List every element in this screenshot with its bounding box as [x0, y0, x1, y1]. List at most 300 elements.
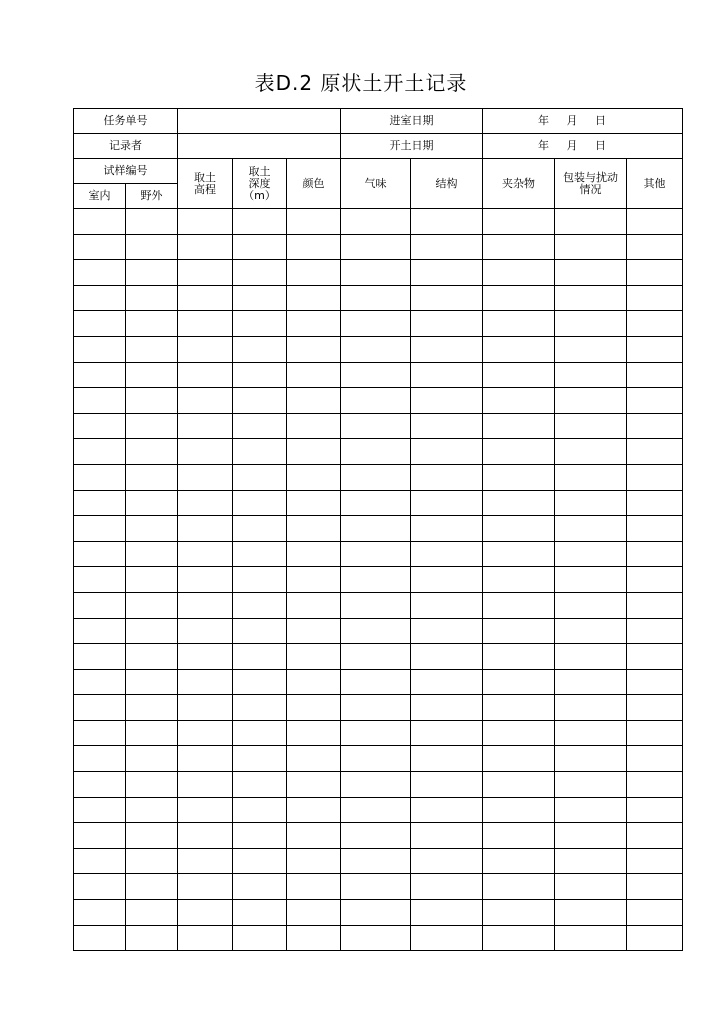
odor-cell[interactable] [341, 260, 411, 286]
packaging-cell[interactable] [555, 695, 627, 721]
other-cell[interactable] [627, 720, 683, 746]
structure-cell[interactable] [411, 311, 483, 337]
color-cell[interactable] [287, 874, 341, 900]
task-no-field[interactable] [178, 109, 341, 134]
color-header: 颜色 [287, 159, 341, 209]
inclusions-cell[interactable] [483, 490, 555, 516]
field-cell[interactable] [126, 925, 178, 951]
packaging-cell[interactable] [555, 797, 627, 823]
elevation-cell[interactable] [178, 439, 233, 465]
other-cell[interactable] [627, 209, 683, 235]
field-cell[interactable] [126, 336, 178, 362]
depth-cell[interactable] [233, 311, 287, 337]
inclusions-cell[interactable] [483, 541, 555, 567]
elevation-cell[interactable] [178, 797, 233, 823]
indoor-cell[interactable] [74, 362, 126, 388]
packaging-cell[interactable] [555, 311, 627, 337]
odor-cell[interactable] [341, 362, 411, 388]
indoor-cell[interactable] [74, 720, 126, 746]
structure-cell[interactable] [411, 413, 483, 439]
elevation-cell[interactable] [178, 362, 233, 388]
indoor-cell[interactable] [74, 234, 126, 260]
depth-cell[interactable] [233, 592, 287, 618]
elevation-cell[interactable] [178, 388, 233, 414]
depth-cell[interactable] [233, 541, 287, 567]
color-cell[interactable] [287, 413, 341, 439]
inclusions-cell[interactable] [483, 925, 555, 951]
color-cell[interactable] [287, 285, 341, 311]
field-cell[interactable] [126, 285, 178, 311]
structure-cell[interactable] [411, 541, 483, 567]
odor-cell[interactable] [341, 285, 411, 311]
structure-cell[interactable] [411, 618, 483, 644]
odor-cell[interactable] [341, 644, 411, 670]
structure-cell[interactable] [411, 464, 483, 490]
structure-cell[interactable] [411, 644, 483, 670]
odor-cell[interactable] [341, 541, 411, 567]
indoor-cell[interactable] [74, 695, 126, 721]
inclusions-cell[interactable] [483, 413, 555, 439]
elevation-cell[interactable] [178, 311, 233, 337]
depth-cell[interactable] [233, 925, 287, 951]
field-cell[interactable] [126, 464, 178, 490]
indoor-cell[interactable] [74, 311, 126, 337]
inclusions-cell[interactable] [483, 772, 555, 798]
depth-cell[interactable] [233, 874, 287, 900]
depth-cell[interactable] [233, 439, 287, 465]
other-cell[interactable] [627, 541, 683, 567]
other-cell[interactable] [627, 311, 683, 337]
packaging-cell[interactable] [555, 413, 627, 439]
packaging-cell[interactable] [555, 516, 627, 542]
structure-cell[interactable] [411, 336, 483, 362]
recorder-field[interactable] [178, 134, 341, 159]
field-cell[interactable] [126, 848, 178, 874]
packaging-cell[interactable] [555, 336, 627, 362]
color-cell[interactable] [287, 388, 341, 414]
packaging-cell[interactable] [555, 234, 627, 260]
odor-cell[interactable] [341, 209, 411, 235]
depth-cell[interactable] [233, 388, 287, 414]
odor-cell[interactable] [341, 516, 411, 542]
structure-cell[interactable] [411, 567, 483, 593]
color-cell[interactable] [287, 209, 341, 235]
color-cell[interactable] [287, 720, 341, 746]
odor-cell[interactable] [341, 490, 411, 516]
packaging-cell[interactable] [555, 823, 627, 849]
other-cell[interactable] [627, 848, 683, 874]
inclusions-cell[interactable] [483, 388, 555, 414]
color-cell[interactable] [287, 772, 341, 798]
elevation-cell[interactable] [178, 516, 233, 542]
other-cell[interactable] [627, 900, 683, 926]
field-cell[interactable] [126, 362, 178, 388]
inclusions-cell[interactable] [483, 797, 555, 823]
inclusions-cell[interactable] [483, 209, 555, 235]
field-cell[interactable] [126, 900, 178, 926]
elevation-cell[interactable] [178, 848, 233, 874]
structure-cell[interactable] [411, 925, 483, 951]
structure-cell[interactable] [411, 823, 483, 849]
odor-cell[interactable] [341, 874, 411, 900]
indoor-cell[interactable] [74, 925, 126, 951]
color-cell[interactable] [287, 900, 341, 926]
depth-cell[interactable] [233, 336, 287, 362]
packaging-cell[interactable] [555, 720, 627, 746]
inclusions-cell[interactable] [483, 311, 555, 337]
elevation-cell[interactable] [178, 823, 233, 849]
other-cell[interactable] [627, 567, 683, 593]
packaging-cell[interactable] [555, 567, 627, 593]
structure-cell[interactable] [411, 285, 483, 311]
inclusions-cell[interactable] [483, 644, 555, 670]
table-row [74, 413, 683, 439]
field-cell[interactable] [126, 260, 178, 286]
depth-cell[interactable] [233, 797, 287, 823]
structure-cell[interactable] [411, 669, 483, 695]
odor-cell[interactable] [341, 695, 411, 721]
indoor-cell[interactable] [74, 644, 126, 670]
inclusions-cell[interactable] [483, 720, 555, 746]
other-cell[interactable] [627, 439, 683, 465]
inclusions-cell[interactable] [483, 285, 555, 311]
odor-cell[interactable] [341, 464, 411, 490]
depth-cell[interactable] [233, 772, 287, 798]
inclusions-cell[interactable] [483, 516, 555, 542]
odor-cell[interactable] [341, 336, 411, 362]
elevation-cell[interactable] [178, 874, 233, 900]
structure-cell[interactable] [411, 234, 483, 260]
color-cell[interactable] [287, 618, 341, 644]
inclusions-cell[interactable] [483, 874, 555, 900]
field-cell[interactable] [126, 209, 178, 235]
odor-cell[interactable] [341, 618, 411, 644]
field-cell[interactable] [126, 720, 178, 746]
color-cell[interactable] [287, 592, 341, 618]
odor-cell[interactable] [341, 439, 411, 465]
structure-cell[interactable] [411, 439, 483, 465]
indoor-cell[interactable] [74, 285, 126, 311]
depth-cell[interactable] [233, 669, 287, 695]
color-cell[interactable] [287, 516, 341, 542]
elevation-cell[interactable] [178, 285, 233, 311]
field-cell[interactable] [126, 874, 178, 900]
indoor-cell[interactable] [74, 874, 126, 900]
color-cell[interactable] [287, 925, 341, 951]
depth-cell[interactable] [233, 823, 287, 849]
depth-cell[interactable] [233, 490, 287, 516]
other-cell[interactable] [627, 823, 683, 849]
indoor-cell[interactable] [74, 209, 126, 235]
color-cell[interactable] [287, 797, 341, 823]
inclusions-cell[interactable] [483, 439, 555, 465]
odor-cell[interactable] [341, 772, 411, 798]
field-cell[interactable] [126, 669, 178, 695]
inclusions-cell[interactable] [483, 695, 555, 721]
structure-cell[interactable] [411, 772, 483, 798]
field-cell[interactable] [126, 797, 178, 823]
other-cell[interactable] [627, 285, 683, 311]
color-cell[interactable] [287, 336, 341, 362]
packaging-cell[interactable] [555, 746, 627, 772]
table-row [74, 618, 683, 644]
inclusions-cell[interactable] [483, 567, 555, 593]
structure-cell[interactable] [411, 900, 483, 926]
other-cell[interactable] [627, 234, 683, 260]
field-cell[interactable] [126, 823, 178, 849]
other-cell[interactable] [627, 388, 683, 414]
elevation-cell[interactable] [178, 925, 233, 951]
indoor-cell[interactable] [74, 618, 126, 644]
color-cell[interactable] [287, 669, 341, 695]
packaging-cell[interactable] [555, 592, 627, 618]
field-cell[interactable] [126, 516, 178, 542]
packaging-cell[interactable] [555, 260, 627, 286]
indoor-cell[interactable] [74, 413, 126, 439]
indoor-cell[interactable] [74, 772, 126, 798]
indoor-cell[interactable] [74, 592, 126, 618]
packaging-cell[interactable] [555, 644, 627, 670]
packaging-cell[interactable] [555, 618, 627, 644]
color-cell[interactable] [287, 848, 341, 874]
elevation-cell[interactable] [178, 746, 233, 772]
other-cell[interactable] [627, 592, 683, 618]
odor-cell[interactable] [341, 388, 411, 414]
indoor-cell[interactable] [74, 823, 126, 849]
structure-cell[interactable] [411, 720, 483, 746]
depth-cell[interactable] [233, 413, 287, 439]
other-cell[interactable] [627, 925, 683, 951]
packaging-cell[interactable] [555, 209, 627, 235]
other-cell[interactable] [627, 490, 683, 516]
odor-cell[interactable] [341, 234, 411, 260]
depth-header-line3: （m） [243, 188, 276, 202]
structure-cell[interactable] [411, 516, 483, 542]
depth-cell[interactable] [233, 695, 287, 721]
other-cell[interactable] [627, 516, 683, 542]
odor-cell[interactable] [341, 311, 411, 337]
packaging-cell[interactable] [555, 772, 627, 798]
inclusions-cell[interactable] [483, 592, 555, 618]
indoor-cell[interactable] [74, 516, 126, 542]
field-cell[interactable] [126, 541, 178, 567]
depth-cell[interactable] [233, 209, 287, 235]
inclusions-cell[interactable] [483, 336, 555, 362]
depth-cell[interactable] [233, 567, 287, 593]
color-cell[interactable] [287, 490, 341, 516]
elevation-cell[interactable] [178, 413, 233, 439]
structure-cell[interactable] [411, 592, 483, 618]
odor-cell[interactable] [341, 925, 411, 951]
inclusions-cell[interactable] [483, 234, 555, 260]
elevation-cell[interactable] [178, 464, 233, 490]
odor-cell[interactable] [341, 567, 411, 593]
inclusions-cell[interactable] [483, 823, 555, 849]
color-cell[interactable] [287, 362, 341, 388]
indoor-cell[interactable] [74, 900, 126, 926]
depth-cell[interactable] [233, 900, 287, 926]
packaging-cell[interactable] [555, 285, 627, 311]
structure-cell[interactable] [411, 797, 483, 823]
odor-cell[interactable] [341, 848, 411, 874]
packaging-cell[interactable] [555, 490, 627, 516]
indoor-cell[interactable] [74, 336, 126, 362]
odor-cell[interactable] [341, 823, 411, 849]
packaging-cell[interactable] [555, 925, 627, 951]
packaging-cell[interactable] [555, 464, 627, 490]
field-cell[interactable] [126, 388, 178, 414]
depth-cell[interactable] [233, 285, 287, 311]
other-cell[interactable] [627, 669, 683, 695]
elevation-cell[interactable] [178, 209, 233, 235]
entry-date-field[interactable] [483, 109, 683, 134]
elevation-cell[interactable] [178, 669, 233, 695]
table-row [74, 900, 683, 926]
odor-cell[interactable] [341, 746, 411, 772]
color-cell[interactable] [287, 695, 341, 721]
indoor-cell[interactable] [74, 848, 126, 874]
elevation-cell[interactable] [178, 541, 233, 567]
depth-cell[interactable] [233, 618, 287, 644]
other-cell[interactable] [627, 695, 683, 721]
packaging-cell[interactable] [555, 439, 627, 465]
other-cell[interactable] [627, 362, 683, 388]
elevation-cell[interactable] [178, 720, 233, 746]
other-cell[interactable] [627, 874, 683, 900]
indoor-cell[interactable] [74, 388, 126, 414]
indoor-cell[interactable] [74, 567, 126, 593]
field-cell[interactable] [126, 413, 178, 439]
inclusions-cell[interactable] [483, 746, 555, 772]
field-cell[interactable] [126, 567, 178, 593]
elevation-cell[interactable] [178, 772, 233, 798]
indoor-cell[interactable] [74, 439, 126, 465]
packaging-cell[interactable] [555, 848, 627, 874]
depth-cell[interactable] [233, 362, 287, 388]
structure-cell[interactable] [411, 490, 483, 516]
field-cell[interactable] [126, 490, 178, 516]
elevation-cell[interactable] [178, 644, 233, 670]
depth-cell[interactable] [233, 720, 287, 746]
structure-cell[interactable] [411, 874, 483, 900]
odor-cell[interactable] [341, 720, 411, 746]
structure-cell[interactable] [411, 209, 483, 235]
elevation-cell[interactable] [178, 490, 233, 516]
elevation-cell[interactable] [178, 900, 233, 926]
structure-cell[interactable] [411, 388, 483, 414]
field-cell[interactable] [126, 644, 178, 670]
field-cell[interactable] [126, 695, 178, 721]
indoor-cell[interactable] [74, 669, 126, 695]
odor-cell[interactable] [341, 900, 411, 926]
depth-cell[interactable] [233, 644, 287, 670]
depth-cell[interactable] [233, 848, 287, 874]
color-cell[interactable] [287, 644, 341, 670]
packaging-cell[interactable] [555, 874, 627, 900]
color-cell[interactable] [287, 311, 341, 337]
depth-cell[interactable] [233, 234, 287, 260]
color-cell[interactable] [287, 439, 341, 465]
field-cell[interactable] [126, 311, 178, 337]
indoor-cell[interactable] [74, 746, 126, 772]
indoor-cell[interactable] [74, 260, 126, 286]
inclusions-cell[interactable] [483, 669, 555, 695]
field-cell[interactable] [126, 592, 178, 618]
field-cell[interactable] [126, 772, 178, 798]
other-cell[interactable] [627, 336, 683, 362]
packaging-cell[interactable] [555, 388, 627, 414]
inclusions-cell[interactable] [483, 900, 555, 926]
indoor-cell[interactable] [74, 464, 126, 490]
color-cell[interactable] [287, 541, 341, 567]
inclusions-cell[interactable] [483, 618, 555, 644]
depth-cell[interactable] [233, 260, 287, 286]
other-cell[interactable] [627, 772, 683, 798]
odor-cell[interactable] [341, 669, 411, 695]
color-cell[interactable] [287, 567, 341, 593]
field-cell[interactable] [126, 439, 178, 465]
field-cell[interactable] [126, 618, 178, 644]
structure-cell[interactable] [411, 746, 483, 772]
packaging-cell[interactable] [555, 541, 627, 567]
packaging-cell[interactable] [555, 362, 627, 388]
other-cell[interactable] [627, 618, 683, 644]
color-cell[interactable] [287, 464, 341, 490]
elevation-cell[interactable] [178, 567, 233, 593]
inclusions-cell[interactable] [483, 260, 555, 286]
elevation-cell[interactable] [178, 234, 233, 260]
color-cell[interactable] [287, 823, 341, 849]
elevation-cell[interactable] [178, 592, 233, 618]
elevation-cell[interactable] [178, 618, 233, 644]
color-cell[interactable] [287, 260, 341, 286]
depth-cell[interactable] [233, 746, 287, 772]
elevation-cell[interactable] [178, 336, 233, 362]
odor-cell[interactable] [341, 797, 411, 823]
recorder-row [74, 134, 683, 159]
depth-cell[interactable] [233, 464, 287, 490]
other-cell[interactable] [627, 260, 683, 286]
inclusions-cell[interactable] [483, 362, 555, 388]
other-cell[interactable] [627, 797, 683, 823]
indoor-cell[interactable] [74, 797, 126, 823]
packaging-cell[interactable] [555, 669, 627, 695]
structure-cell[interactable] [411, 260, 483, 286]
odor-cell[interactable] [341, 592, 411, 618]
packaging-cell[interactable] [555, 900, 627, 926]
inclusions-cell[interactable] [483, 848, 555, 874]
other-cell[interactable] [627, 464, 683, 490]
structure-cell[interactable] [411, 848, 483, 874]
depth-cell[interactable] [233, 516, 287, 542]
other-cell[interactable] [627, 644, 683, 670]
structure-cell[interactable] [411, 362, 483, 388]
odor-cell[interactable] [341, 413, 411, 439]
other-cell[interactable] [627, 746, 683, 772]
color-cell[interactable] [287, 234, 341, 260]
field-cell[interactable] [126, 746, 178, 772]
structure-cell[interactable] [411, 695, 483, 721]
indoor-cell[interactable] [74, 541, 126, 567]
field-cell[interactable] [126, 234, 178, 260]
inclusions-cell[interactable] [483, 464, 555, 490]
open-date-field[interactable] [483, 134, 683, 159]
elevation-cell[interactable] [178, 695, 233, 721]
other-cell[interactable] [627, 413, 683, 439]
color-cell[interactable] [287, 746, 341, 772]
elevation-cell[interactable] [178, 260, 233, 286]
indoor-cell[interactable] [74, 490, 126, 516]
